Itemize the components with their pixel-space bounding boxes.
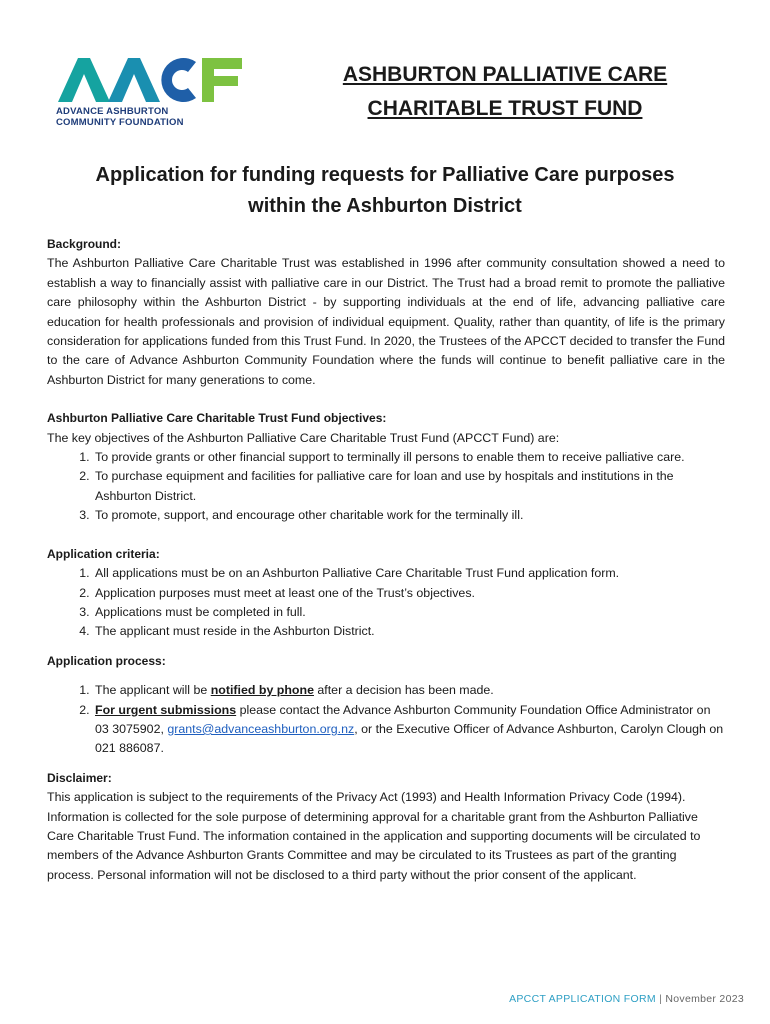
process-item-1-post: after a decision has been made.: [313, 683, 494, 698]
criteria-item: 1. All applications must be on an Ashburton Palliative Care Charitable Trust Fund application form.: [93, 564, 725, 583]
notified-by-phone: notified by phone: [210, 683, 314, 698]
logo-line-2: COMMUNITY FOUNDATION: [56, 117, 184, 128]
objective-item: 2. To purchase equipment and facilities for palliative care for loan and use by hospitals and institutions in the Ashburton District.: [93, 467, 725, 506]
criteria-heading: Application criteria:: [47, 546, 160, 561]
process-item-notify: [93, 681, 725, 700]
process-item-2-post: , or the Executive Officer of Advance Ashburton, Carolyn Clough on 021 886087.: [95, 721, 724, 756]
criteria-item: 4. The applicant must reside in the Ashburton District.: [93, 622, 725, 641]
process-item-2-pre: please contact the Advance Ashburton Community Foundation Office Administrator on 03 3075902,: [95, 702, 711, 736]
logo-line-1: ADVANCE ASHBURTON: [56, 106, 169, 117]
process-item-urgent: [93, 701, 725, 759]
disclaimer-text: This application is subject to the requirements of the Privacy Act (1993) and Health Information Privacy Code (1994). Information is collected for the sole purpose of determining approval for a charitable grant from the Ashburton Palliative Care Charitable Trust Fund. The information contained in the application and supporting documents will be circulated to members of the Advance Ashburton Grants Committee and may be circulated to its Trustees as part of the granting process. Personal information will not be disclosed to a third party without the prior consent of the applicant.: [47, 790, 701, 882]
background-heading: Background:: [47, 237, 122, 251]
disclaimer-heading: Disclaimer:: [47, 770, 112, 785]
logo-subtitle: [56, 106, 184, 128]
objective-item: 3. To promote, support, and encourage other charitable work for the terminally ill.: [93, 506, 725, 525]
footer-date: November 2023: [665, 993, 744, 1005]
page-footer: [509, 993, 744, 1005]
objectives-list: [47, 448, 725, 526]
urgent-submissions: For urgent submissions: [95, 702, 237, 717]
grants-email-link[interactable]: grants@advanceashburton.org.nz: [167, 721, 355, 736]
criteria-list: [47, 564, 725, 642]
aacf-logo: [56, 56, 286, 132]
objectives-intro: The key objectives of the Ashburton Palliative Care Charitable Trust Fund (APCCT Fund) are:: [47, 430, 560, 445]
trust-title-line-1: ASHBURTON PALLIATIVE CARE: [342, 63, 668, 86]
criteria-item: 2. Application purposes must meet at least one of the Trust’s objectives.: [93, 584, 725, 603]
process-item-1-pre: The applicant will be: [95, 683, 211, 698]
trust-title-line-2: CHARITABLE TRUST FUND: [367, 97, 643, 120]
process-list: [47, 681, 725, 759]
aacf-logo-mark: [56, 56, 246, 104]
footer-separator: |: [659, 993, 663, 1005]
process-heading: Application process:: [47, 653, 166, 668]
objective-item: 1. To provide grants or other financial support to terminally ill persons to enable them to receive palliative care.: [93, 448, 725, 467]
background-text: The Ashburton Palliative Care Charitable Trust was established in 1996 after community consultation showed a need to establish a way to financially assist with palliative care in our District. The Trust had a broad remit to promote the palliative care philosophy within the Ashburton District - by supporting individuals at the end of life, advancing palliative care education for health professionals and provision of individual equipment. Quality, rather than quantity, of life is the primary consideration for applications funded from this Trust Fund. In 2020, the Trustees of the APCCT decided to transfer the Fund to the care of Advance Ashburton Community Foundation where the funds will continue to benefit palliative care in the Ashburton District for many generations to come.: [47, 256, 725, 387]
page-title-line-1: Application for funding requests for Palliative Care purposes: [95, 164, 675, 186]
page-title: [40, 160, 730, 222]
document-body: [47, 235, 725, 885]
page-title-line-2: within the Ashburton District: [248, 195, 522, 217]
footer-form-name: APCCT APPLICATION FORM: [509, 993, 656, 1005]
objectives-heading: Ashburton Palliative Care Charitable Trust Fund objectives:: [47, 411, 387, 426]
criteria-item: 3. Applications must be completed in full.: [93, 603, 725, 622]
trust-title: [300, 58, 710, 126]
